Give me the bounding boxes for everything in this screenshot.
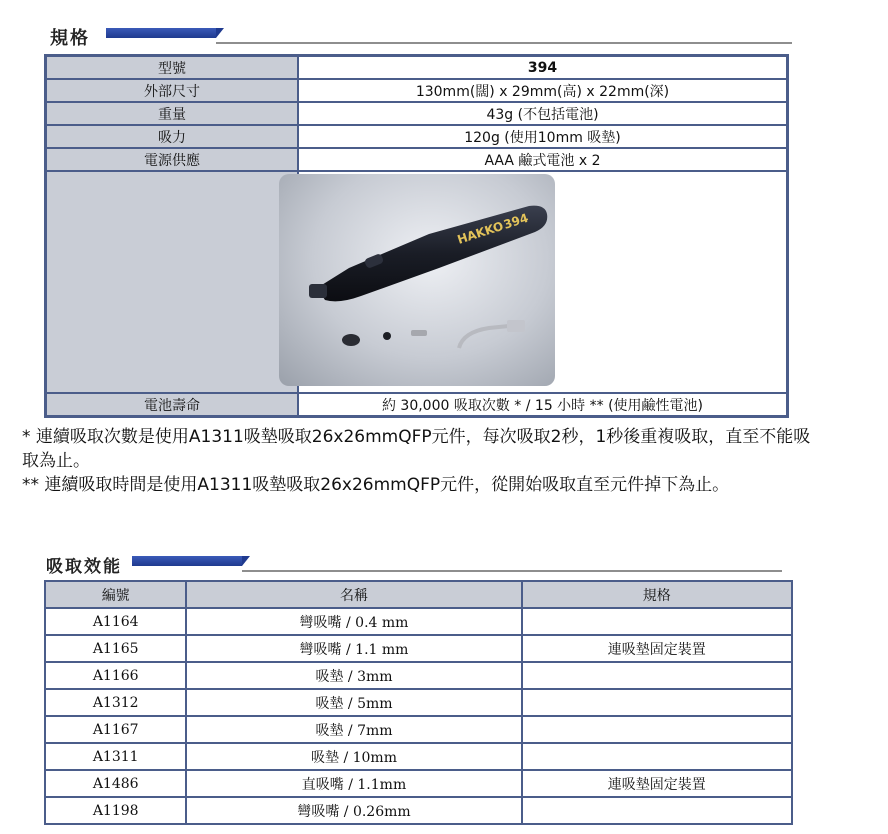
part-code: A1198	[45, 797, 186, 824]
part-code: A1164	[45, 608, 186, 635]
part-name: 吸墊 / 5mm	[186, 689, 521, 716]
spec-value: 120g (使用10mm 吸墊)	[298, 125, 787, 148]
spec-value: 43g (不包括電池)	[298, 102, 787, 125]
table-row	[46, 148, 787, 171]
column-header: 編號	[45, 581, 186, 608]
part-name: 直吸嘴 / 1.1mm	[186, 770, 521, 797]
footnote-2: ** 連續吸取時間是使用A1311吸墊吸取26x26mmQFP元件，從開始吸取直至元件掉下為止。	[22, 475, 730, 495]
part-spec	[522, 743, 792, 770]
column-header: 名稱	[186, 581, 521, 608]
part-name: 彎吸嘴 / 0.4 mm	[186, 608, 521, 635]
part-spec	[522, 689, 792, 716]
section-header-rule	[216, 42, 792, 44]
perf-section-header	[40, 552, 792, 578]
spec-key: 吸力	[46, 125, 298, 148]
part-name: 彎吸嘴 / 1.1 mm	[186, 635, 521, 662]
spec-table	[44, 54, 789, 418]
footnote-1: * 連續吸取次數是使用A1311吸墊吸取26x26mmQFP元件，每次吸取2秒，1秒後重複吸取，直至不能吸取為止。	[22, 427, 811, 471]
spec-value: 130mm(闊) x 29mm(高) x 22mm(深)	[298, 79, 787, 102]
spec-key: 型號	[46, 56, 298, 79]
footnotes	[22, 425, 812, 497]
product-photo	[279, 174, 555, 386]
perf-section-title: 吸取效能	[46, 557, 122, 577]
part-code: A1311	[45, 743, 186, 770]
spec-section-title: 規格	[50, 28, 90, 49]
spec-section-header	[40, 24, 792, 50]
section-header-bar	[106, 28, 216, 38]
part-name: 彎吸嘴 / 0.26mm	[186, 797, 521, 824]
part-spec	[522, 608, 792, 635]
table-row	[45, 716, 792, 743]
accessories-image	[339, 314, 539, 354]
spec-key: 電源供應	[46, 148, 298, 171]
brand-label: HAKKO394	[455, 210, 530, 247]
part-name: 吸墊 / 10mm	[186, 743, 521, 770]
table-row	[45, 635, 792, 662]
table-row	[46, 125, 787, 148]
table-row	[46, 102, 787, 125]
table-row	[45, 662, 792, 689]
section-header-rule	[242, 570, 782, 572]
image-cell	[298, 171, 787, 393]
spec-value: 394	[298, 56, 787, 79]
table-row	[45, 743, 792, 770]
table-row	[45, 770, 792, 797]
table-header-row	[45, 581, 792, 608]
table-row	[45, 689, 792, 716]
table-row	[46, 56, 787, 79]
spec-key: 電池壽命	[46, 393, 298, 416]
part-spec: 連吸墊固定裝置	[522, 635, 792, 662]
table-row	[45, 797, 792, 824]
suction-performance-table	[44, 580, 793, 825]
section-header-bar	[132, 556, 242, 566]
part-code: A1165	[45, 635, 186, 662]
part-code: A1167	[45, 716, 186, 743]
spec-key: 重量	[46, 102, 298, 125]
spec-value: 約 30,000 吸取次數 * / 15 小時 ** (使用鹼性電池)	[298, 393, 787, 416]
table-row	[46, 393, 787, 416]
part-name: 吸墊 / 7mm	[186, 716, 521, 743]
column-header: 規格	[522, 581, 792, 608]
product-image-row	[46, 171, 787, 393]
part-code: A1312	[45, 689, 186, 716]
table-row	[46, 79, 787, 102]
part-code: A1486	[45, 770, 186, 797]
part-name: 吸墊 / 3mm	[186, 662, 521, 689]
part-spec	[522, 716, 792, 743]
spec-value: AAA 鹼式電池 x 2	[298, 148, 787, 171]
part-spec	[522, 797, 792, 824]
table-row	[45, 608, 792, 635]
spec-key: 外部尺寸	[46, 79, 298, 102]
image-row-spacer	[46, 171, 298, 393]
part-code: A1166	[45, 662, 186, 689]
part-spec: 連吸墊固定裝置	[522, 770, 792, 797]
desoldering-pen-image	[309, 196, 549, 306]
part-spec	[522, 662, 792, 689]
